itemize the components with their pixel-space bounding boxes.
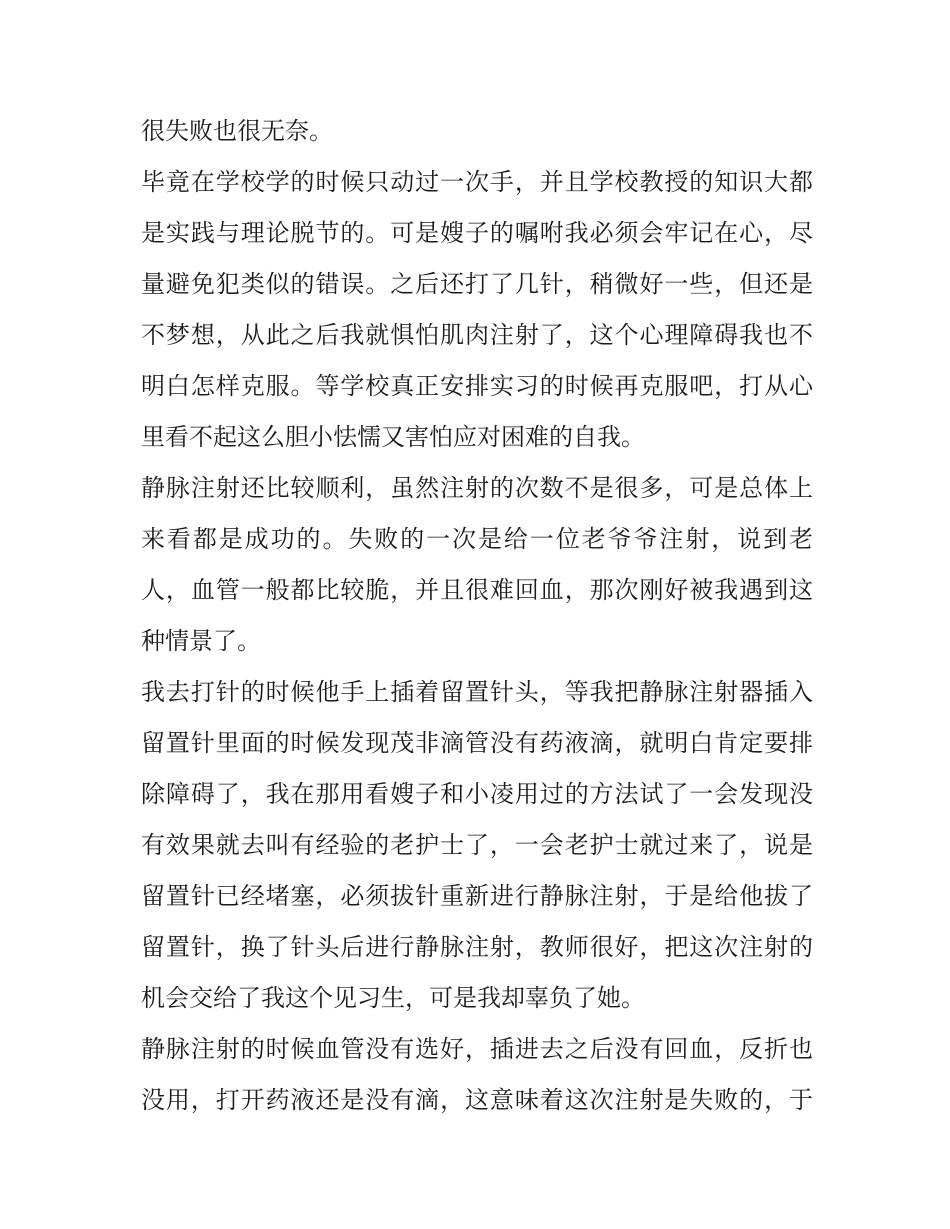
text-line: 来看都是成功的。失败的一次是给一位老爷爷注射，说到老 [141, 525, 813, 553]
text-line: 留置针已经堵塞，必须拔针重新进行静脉注射，于是给他拔了 [141, 882, 813, 910]
text-line: 不梦想，从此之后我就惧怕肌肉注射了，这个心理障碍我也不 [141, 321, 813, 349]
text-line: 很失败也很无奈。 [141, 117, 333, 145]
text-line: 毕竟在学校学的时候只动过一次手，并且学校教授的知识大都 [141, 168, 813, 196]
text-line: 量避免犯类似的错误。之后还打了几针，稍微好一些，但还是 [141, 270, 813, 298]
text-line: 留置针里面的时候发现茂非滴管没有药液滴，就明白肯定要排 [141, 729, 813, 757]
text-line: 里看不起这么胆小怯懦又害怕应对困难的自我。 [141, 423, 645, 451]
text-line: 静脉注射还比较顺利，虽然注射的次数不是很多，可是总体上 [141, 474, 813, 502]
document-body [141, 106, 813, 1126]
text-line: 人，血管一般都比较脆，并且很难回血，那次刚好被我遇到这 [141, 576, 813, 604]
text-line: 种情景了。 [141, 627, 261, 655]
text-line: 是实践与理论脱节的。可是嫂子的嘱咐我必须会牢记在心，尽 [141, 219, 813, 247]
text-line: 明白怎样克服。等学校真正安排实习的时候再克服吧，打从心 [141, 372, 813, 400]
text-line: 除障碍了，我在那用看嫂子和小凌用过的方法试了一会发现没 [141, 780, 813, 808]
text-line: 我去打针的时候他手上插着留置针头，等我把静脉注射器插入 [141, 678, 813, 706]
text-line: 有效果就去叫有经验的老护士了，一会老护士就过来了，说是 [141, 831, 813, 859]
text-line: 静脉注射的时候血管没有选好，插进去之后没有回血，反折也 [141, 1035, 813, 1063]
text-line: 没用，打开药液还是没有滴，这意味着这次注射是失败的，于 [141, 1086, 813, 1114]
text-line: 机会交给了我这个见习生，可是我却辜负了她。 [141, 984, 645, 1012]
text-line: 留置针，换了针头后进行静脉注射，教师很好，把这次注射的 [141, 933, 813, 961]
